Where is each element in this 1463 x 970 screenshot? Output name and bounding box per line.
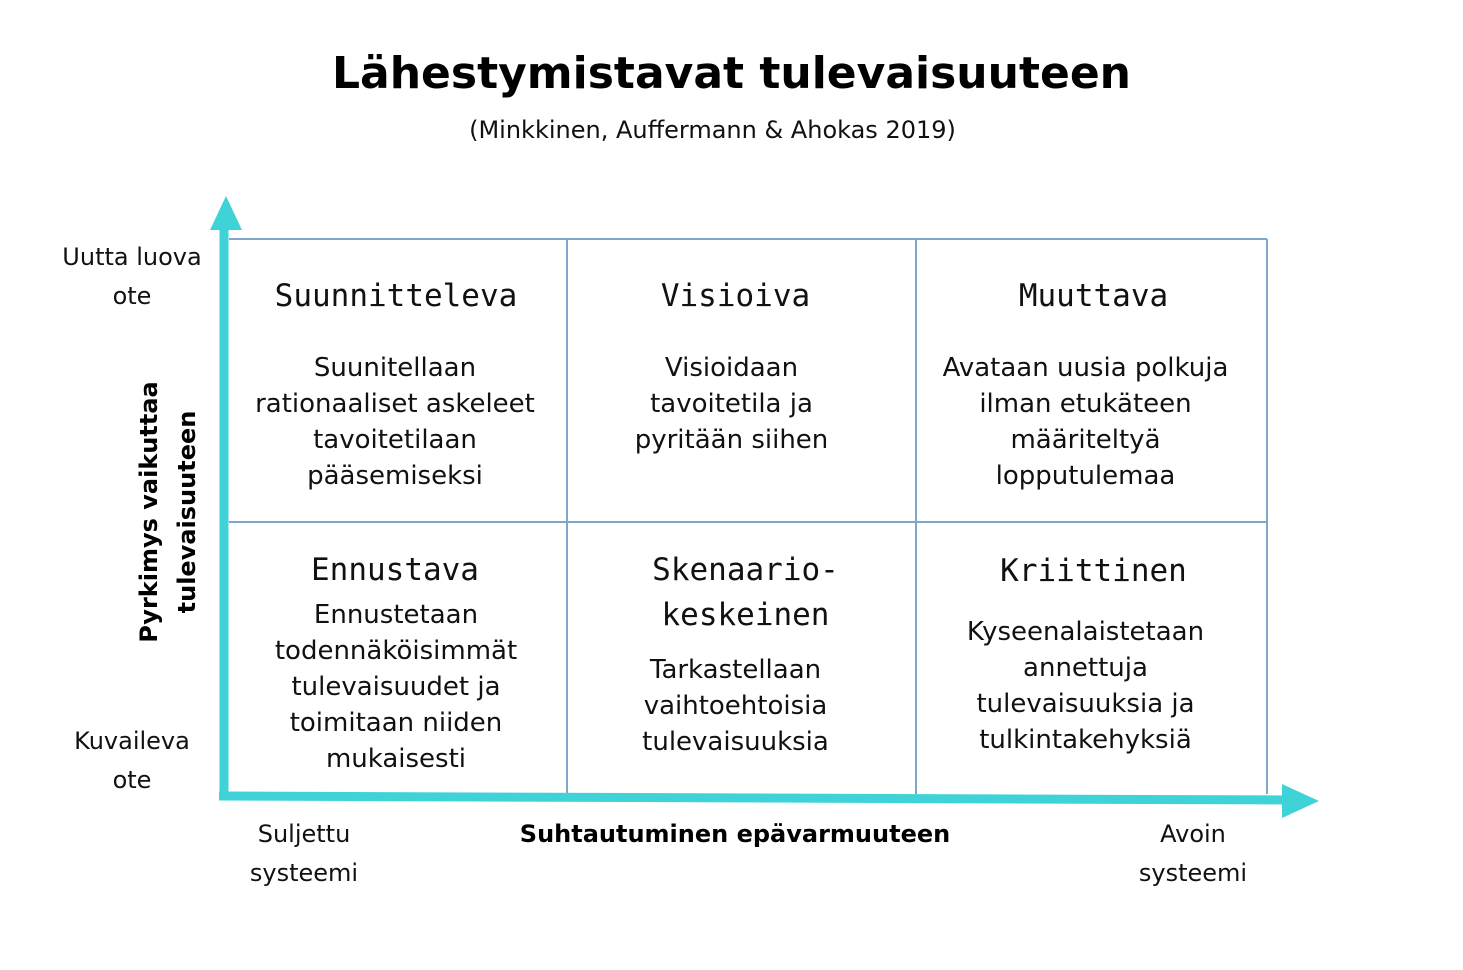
approach-matrix xyxy=(229,238,1267,794)
y-axis-title-text: Pyrkimys vaikuttaa tulevaisuuteen xyxy=(135,381,201,643)
y-axis-bottom-label: Kuvaileva ote xyxy=(74,727,190,794)
cell-description: Tarkastellaan vaihtoehtoisia tulevaisuuksia xyxy=(642,655,829,757)
cell-title: Kriittinen xyxy=(1000,553,1187,589)
x-axis-arrowhead xyxy=(1282,784,1319,818)
cell-description: Ennustetaan todennäköisimmät tulevaisuudet ja toimitaan niiden mukaisesti xyxy=(274,600,518,774)
cell-description: Suunitellaan rationaaliset askeleet tavoitetilaan pääsemiseksi xyxy=(255,353,535,491)
cell-kriittinen xyxy=(916,522,1267,794)
cell-visioiva xyxy=(567,238,916,522)
x-axis-right-label: Avoin systeemi xyxy=(1138,820,1248,887)
cell-suunnitteleva xyxy=(229,238,567,522)
cell-muuttava xyxy=(916,238,1267,522)
diagram-subtitle: (Minkkinen, Auffermann & Ahokas 2019) xyxy=(469,116,956,144)
x-axis-line xyxy=(219,796,1290,800)
y-axis-top-label: Uutta luova ote xyxy=(62,243,202,310)
cell-description: Visioidaan tavoitetila ja pyritään siihen xyxy=(634,353,829,455)
cell-title: Muuttava xyxy=(1018,278,1169,314)
cell-ennustava xyxy=(229,522,567,794)
diagram-title: Lähestymistavat tulevaisuuteen xyxy=(332,48,1131,99)
x-axis-title: Suhtautuminen epävarmuuteen xyxy=(519,820,951,848)
cell-title: Ennustava xyxy=(311,552,479,588)
cell-description: Avataan uusia polkuja ilman etukäteen määriteltyä lopputulemaa xyxy=(942,353,1229,491)
cell-skenaariokeskeinen xyxy=(567,522,916,794)
cell-title: Visioiva xyxy=(660,278,811,314)
cell-title: Suunnitteleva xyxy=(274,278,518,314)
y-axis-arrowhead xyxy=(210,196,242,230)
cell-title: Skenaario- keskeinen xyxy=(652,552,839,633)
x-axis-left-label: Suljettu systeemi xyxy=(249,820,359,887)
cell-description: Kyseenalaistetaan annettuja tulevaisuuksia ja tulkintakehyksiä xyxy=(966,617,1205,755)
